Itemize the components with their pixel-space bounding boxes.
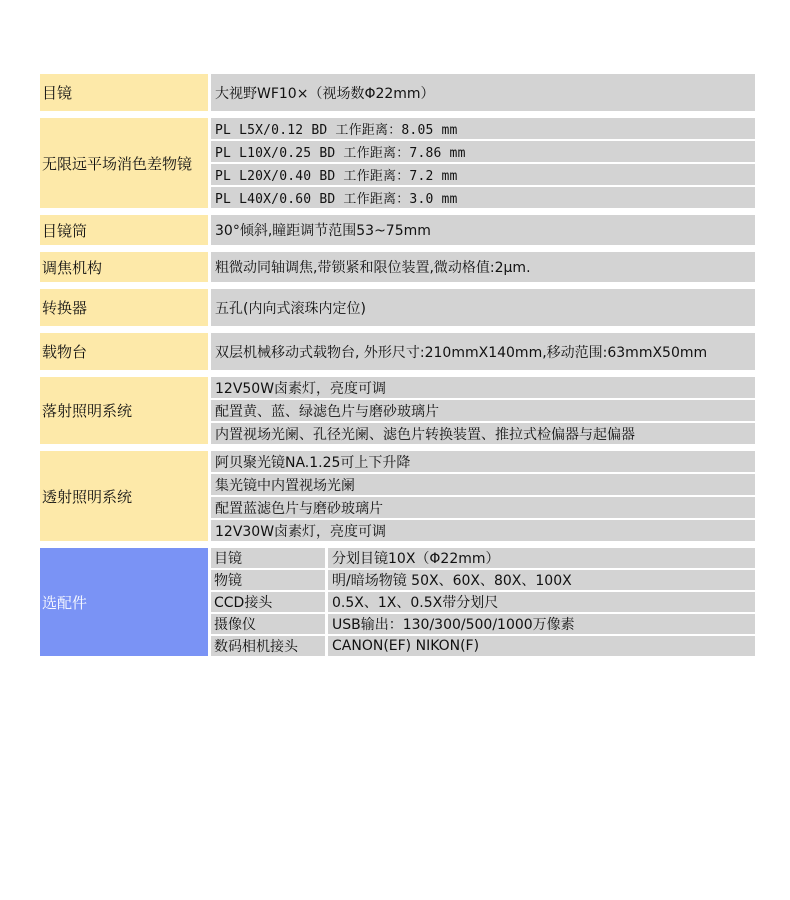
spec-table	[40, 74, 755, 663]
row-label: 转换器	[40, 289, 208, 326]
row-value: PL L40X/0.60 BD 工作距离：3.0 mm	[211, 187, 755, 208]
spec-row-tube	[40, 215, 755, 245]
row-value: 配置黄、蓝、绿滤色片与磨砂玻璃片	[211, 400, 755, 421]
spec-row-stage	[40, 333, 755, 370]
row-value: 双层机械移动式载物台, 外形尺寸:210mmX140mm,移动范围:63mmX50mm	[211, 333, 755, 370]
row-value: 12V30W卤素灯，亮度可调	[211, 520, 755, 541]
row-value: 配置蓝滤色片与磨砂玻璃片	[211, 497, 755, 518]
option-row	[211, 592, 755, 612]
option-value: USB输出：130/300/500/1000万像素	[328, 614, 755, 634]
row-value: 集光镜中内置视场光阑	[211, 474, 755, 495]
row-label: 无限远平场消色差物镜	[40, 118, 208, 208]
row-value: PL L5X/0.12 BD 工作距离：8.05 mm	[211, 118, 755, 139]
row-value: 粗微动同轴调焦,带锁紧和限位装置,微动格值:2μm.	[211, 252, 755, 282]
option-row	[211, 570, 755, 590]
option-key: 目镜	[211, 548, 325, 568]
row-value: 30°倾斜,瞳距调节范围53~75mm	[211, 215, 755, 245]
row-label: 落射照明系统	[40, 377, 208, 444]
row-value: 大视野WF10×（视场数Φ22mm）	[211, 74, 755, 111]
row-value: PL L20X/0.40 BD 工作距离：7.2 mm	[211, 164, 755, 185]
option-value: CANON(EF) NIKON(F)	[328, 636, 755, 656]
spec-row-objective	[40, 118, 755, 208]
row-value: 12V50W卤素灯，亮度可调	[211, 377, 755, 398]
options-label: 选配件	[40, 548, 208, 656]
option-row	[211, 636, 755, 656]
row-label: 透射照明系统	[40, 451, 208, 541]
spec-row-options	[40, 548, 755, 656]
option-row	[211, 548, 755, 568]
spec-row-nosepiece	[40, 289, 755, 326]
option-value: 0.5X、1X、0.5X带分划尺	[328, 592, 755, 612]
option-row	[211, 614, 755, 634]
row-label: 载物台	[40, 333, 208, 370]
option-key: CCD接头	[211, 592, 325, 612]
spec-row-reflected-illumination	[40, 377, 755, 444]
option-key: 数码相机接头	[211, 636, 325, 656]
row-value: PL L10X/0.25 BD 工作距离：7.86 mm	[211, 141, 755, 162]
row-value: 五孔(内向式滚珠内定位)	[211, 289, 755, 326]
row-value: 阿贝聚光镜NA.1.25可上下升降	[211, 451, 755, 472]
spec-row-focus	[40, 252, 755, 282]
option-value: 明/暗场物镜 50X、60X、80X、100X	[328, 570, 755, 590]
row-label: 调焦机构	[40, 252, 208, 282]
spec-row-transmitted-illumination	[40, 451, 755, 541]
option-key: 物镜	[211, 570, 325, 590]
row-label: 目镜	[40, 74, 208, 111]
row-value: 内置视场光阑、孔径光阑、滤色片转换装置、推拉式检偏器与起偏器	[211, 423, 755, 444]
spec-row-eyepiece	[40, 74, 755, 111]
option-value: 分划目镜10X（Φ22mm）	[328, 548, 755, 568]
option-key: 摄像仪	[211, 614, 325, 634]
row-label: 目镜筒	[40, 215, 208, 245]
